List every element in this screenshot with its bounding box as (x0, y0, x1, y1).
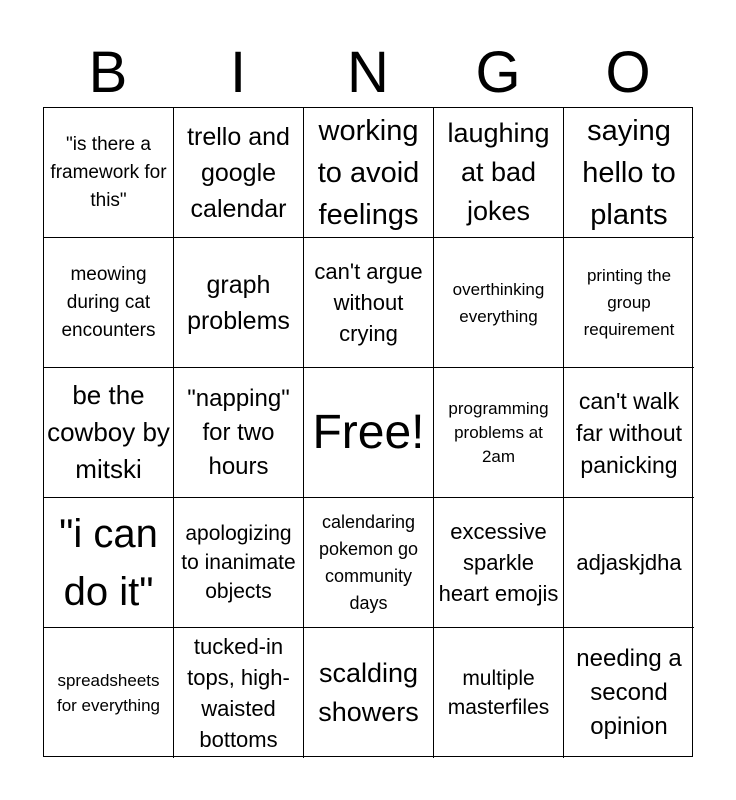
free-space-label: Free! (312, 405, 425, 459)
bingo-cell[interactable] (564, 498, 694, 628)
cell-text: trello and google calendar (187, 122, 290, 223)
bingo-cell[interactable] (174, 108, 304, 238)
header-letter-g: G (475, 40, 521, 105)
cell-text: graph problems (187, 270, 290, 335)
cell-text: excessive sparkle heart emojis (438, 519, 559, 606)
cell-text: printing the group requirement (583, 266, 675, 339)
cell-text: can't walk far without panicking (575, 387, 683, 478)
bingo-cell[interactable] (174, 628, 304, 758)
cell-text: adjaskjdha (576, 549, 682, 575)
cell-text: can't argue without crying (314, 259, 423, 346)
cell-text: meowing during cat encounters (61, 263, 156, 341)
bingo-cell[interactable] (564, 108, 694, 238)
cell-text: scalding showers (318, 658, 419, 727)
bingo-header (43, 40, 693, 106)
bingo-cell[interactable] (44, 368, 174, 498)
bingo-card (43, 107, 693, 757)
bingo-cell[interactable] (174, 238, 304, 368)
cell-text: be the cowboy by mitski (47, 380, 170, 484)
bingo-cell[interactable] (304, 108, 434, 238)
bingo-cell[interactable] (174, 368, 304, 498)
cell-text: "is there a framework for this" (50, 133, 167, 211)
cell-text: "napping" for two hours (187, 384, 290, 480)
cell-text: needing a second opinion (576, 645, 682, 740)
cell-text: laughing at bad jokes (447, 118, 550, 226)
bingo-cell[interactable] (434, 108, 564, 238)
bingo-cell[interactable] (174, 498, 304, 628)
cell-text: saying hello to plants (582, 114, 676, 231)
cell-text: multiple masterfiles (447, 667, 550, 719)
bingo-cell[interactable] (304, 238, 434, 368)
cell-text: overthinking everything (452, 279, 545, 326)
cell-text: "i can do it" (59, 511, 158, 614)
header-letter-i: I (229, 40, 247, 105)
header-letter-b: B (88, 40, 128, 105)
bingo-cell[interactable] (304, 628, 434, 758)
bingo-cell[interactable] (44, 108, 174, 238)
bingo-cell[interactable] (564, 628, 694, 758)
bingo-cell[interactable] (434, 498, 564, 628)
bingo-cell[interactable] (44, 628, 174, 758)
bingo-cell[interactable] (434, 368, 564, 498)
bingo-cell[interactable] (564, 368, 694, 498)
bingo-cell[interactable] (304, 498, 434, 628)
header-letter-o: O (605, 40, 651, 105)
bingo-cell[interactable] (434, 238, 564, 368)
header-letter-n: N (347, 40, 389, 105)
cell-text: programming problems at 2am (448, 398, 549, 466)
cell-text: apologizing to inanimate objects (181, 522, 296, 603)
cell-text: spreadsheets for everything (57, 671, 160, 715)
cell-text: calendaring pokemon go community days (318, 511, 419, 613)
bingo-cell[interactable] (44, 498, 174, 628)
bingo-cell[interactable] (44, 238, 174, 368)
bingo-cell[interactable] (434, 628, 564, 758)
bingo-cell[interactable] (564, 238, 694, 368)
cell-text: working to avoid feelings (317, 114, 420, 231)
free-space[interactable] (304, 368, 434, 498)
cell-text: tucked-in tops, high-waisted bottoms (187, 634, 290, 752)
